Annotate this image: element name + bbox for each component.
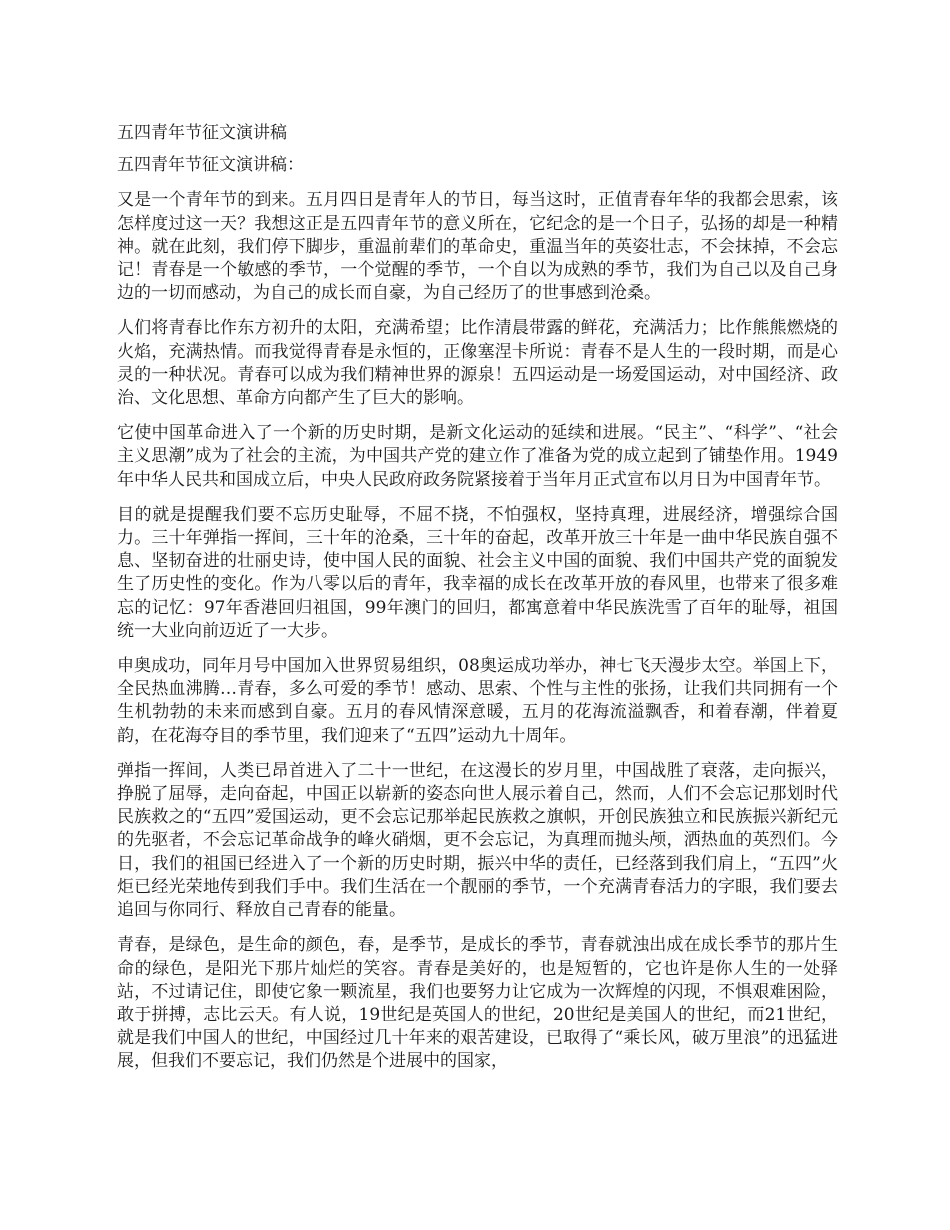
paragraph-6: 弹指一挥间，人类已昂首进入了二十一世纪，在这漫长的岁月里，中国战胜了衰落，走向振兴，挣脱了屈辱，走向奋起，中国正以崭新的姿态向世人展示着自己，然而，人们不会忘记那划时代民族救之的“五四”爱国运动，更不会忘记那举起民族救之旗帜，开创民族独立和民族振兴新纪元的先驱者，不会忘记革命战争的峰火硝烟，更不会忘记，为真理而抛头颅，洒热血的英烈们。今日，我们的祖国已经进入了一个新的历史时期，振兴中华的责任，已经落到我们肩上，“五四”火炬已经光荣地传到我们手中。我们生活在一个靓丽的季节，一个充满青春活力的字眼，我们要去追回与你同行、释放自己青春的能量。 (117, 760, 838, 921)
paragraph-1: 又是一个青年节的到来。五月四日是青年人的节日，每当这时，正值青春年华的我都会思索，该怎样度过这一天？我想这正是五四青年节的意义所在，它纪念的是一个日子，弘扬的却是一种精神。就在此刻，我们停下脚步，重温前辈们的革命史，重温当年的英姿壮志，不会抹掉，不会忘记！青春是一个敏感的季节，一个觉醒的季节，一个自以为成熟的季节，我们为自己以及自己身边的一切而感动，为自己的成长而自豪，为自己经历了的世事感到沧桑。 (117, 190, 838, 304)
paragraph-7: 青春，是绿色，是生命的颜色，春，是季节，是成长的季节，青春就浊出成在成长季节的那片生命的绿色，是阳光下那片灿烂的笑容。青春是美好的，也是短暂的，它也许是你人生的一处驿站，不过请记住，即使它象一颗流星，我们也要努力让它成为一次辉煌的闪现，不惧艰难困险，敢于拼搏，志比云天。有人说，19世纪是英国人的世纪，20世纪是美国人的世纪，而21世纪，就是我们中国人的世纪，中国经过几十年来的艰苦建设，已取得了“乘长风，破万里浪”的迅猛进展，但我们不要忘记，我们仍然是个进展中的国家， (117, 935, 838, 1072)
paragraph-2: 人们将青春比作东方初升的太阳，充满希望；比作清晨带露的鲜花，充满活力；比作熊熊燃烧的火焰，充满热情。而我觉得青春是永恒的，正像塞涅卡所说：青春不是人生的一段时期，而是心灵的一种状况。青春可以成为我们精神世界的源泉！五四运动是一场爱国运动，对中国经济、政治、文化思想、革命方向都产生了巨大的影响。 (117, 318, 838, 409)
document-title: 五四青年节征文演讲稿 (117, 123, 287, 143)
document-salutation: 五四青年节征文演讲稿： (117, 155, 304, 176)
paragraph-4: 目的就是提醒我们要不忘历史耻辱，不屈不挠，不怕强权，坚持真理，进展经济，增强综合国力。三十年弹指一挥间，三十年的沧桑，三十年的奋起，改革开放三十年是一曲中华民族自强不息、坚韧奋进的壮丽史诗，使中国人民的面貌、社会主义中国的面貌、我们中国共产党的面貌发生了历史性的变化。作为八零以后的青年，我幸福的成长在改革开放的春风里，也带来了很多难忘的记忆：97年香港回归祖国，99年澳门的回归，都寓意着中华民族洗雪了百年的耻辱，祖国统一大业向前迈近了一大步。 (117, 504, 838, 641)
paragraph-5: 申奥成功，同年月号中国加入世界贸易组织，08奥运成功举办，神七飞天漫步太空。举国上下，全民热血沸腾…青春，多么可爱的季节！感动、思索、个性与主性的张扬，让我们共同拥有一个生机勃勃的未来而感到自豪。五月的春风情深意暖，五月的花海流溢飘香，和着春潮，伴着夏韵，在花海夺目的季节里，我们迎来了“五四”运动九十周年。 (117, 656, 838, 746)
document-page (117, 122, 838, 1086)
paragraph-3: 它使中国革命进入了一个新的历史时期，是新文化运动的延续和进展。“民主”、“科学”、“社会主义思潮”成为了社会的主流，为中国共产党的建立作了准备为党的成立起到了铺垫作用。1949年中华人民共和国成立后，中央人民政府政务院紧接着于当年月正式宣布以月日为中国青年节。 (117, 423, 838, 490)
